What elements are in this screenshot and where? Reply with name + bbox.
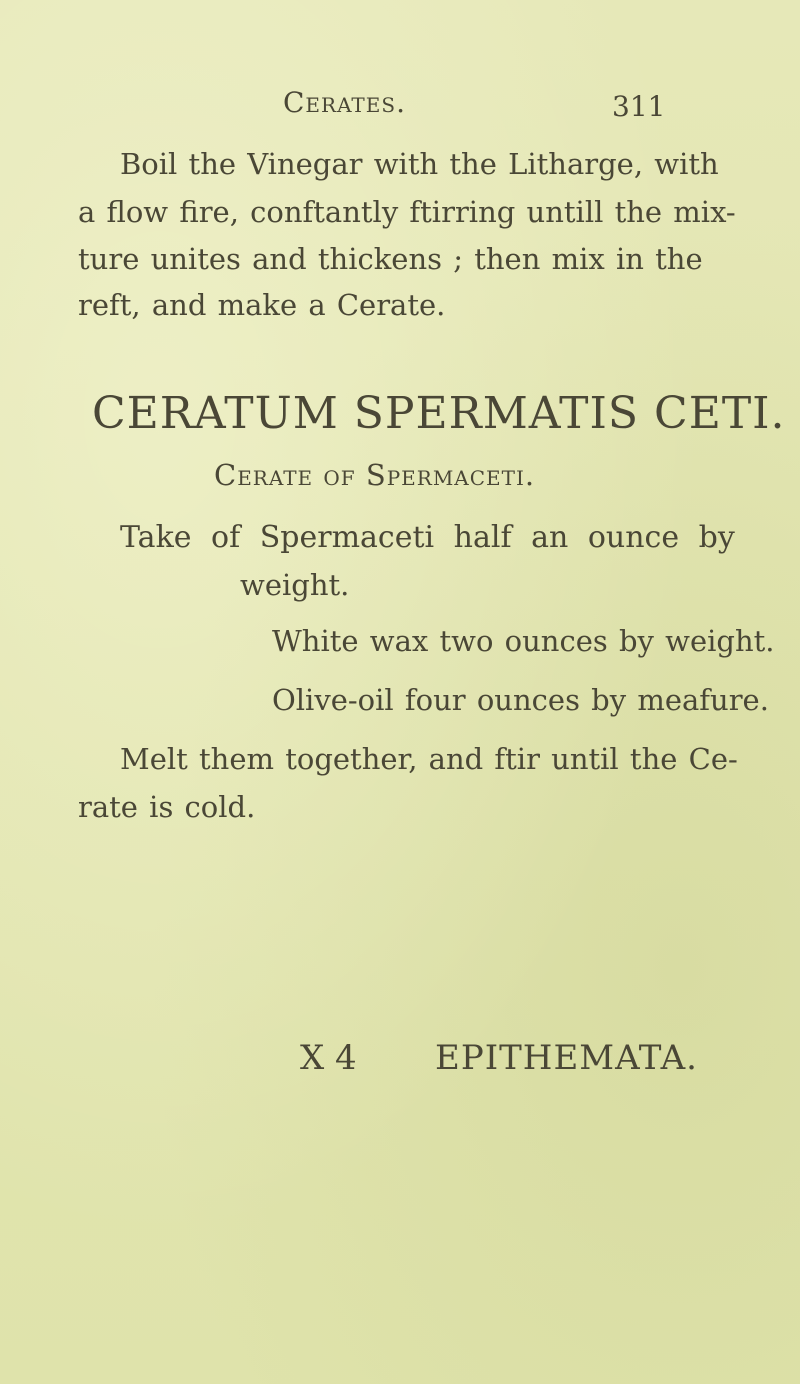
section-subheading: Cerate of Spermaceti. xyxy=(214,458,536,492)
page-number: 311 xyxy=(612,90,666,123)
paragraph-line: ture unites and thickens ; then mix in the xyxy=(78,242,703,276)
recipe-line: weight. xyxy=(240,568,350,602)
recipe-line: White wax two ounces by weight. xyxy=(272,624,775,658)
paragraph-line: rate is cold. xyxy=(78,790,256,824)
recipe-line: Take of Spermaceti half an ounce by xyxy=(120,520,735,555)
recipe-line: Olive-oil four ounces by meafure. xyxy=(272,683,769,717)
paragraph-line: a flow fire, conftantly ftirring untill the mix- xyxy=(78,195,736,229)
paragraph-line: Boil the Vinegar with the Litharge, with xyxy=(120,147,719,181)
catchword: EPITHEMATA. xyxy=(435,1038,698,1078)
section-heading: CERATUM SPERMATIS CETI. xyxy=(92,388,786,439)
signature-mark: X 4 xyxy=(300,1038,357,1078)
paragraph-line: Melt them together, and ftir until the Ce- xyxy=(120,742,738,776)
running-head: Cerates. xyxy=(283,86,406,119)
paragraph-line: reft, and make a Cerate. xyxy=(78,288,446,322)
